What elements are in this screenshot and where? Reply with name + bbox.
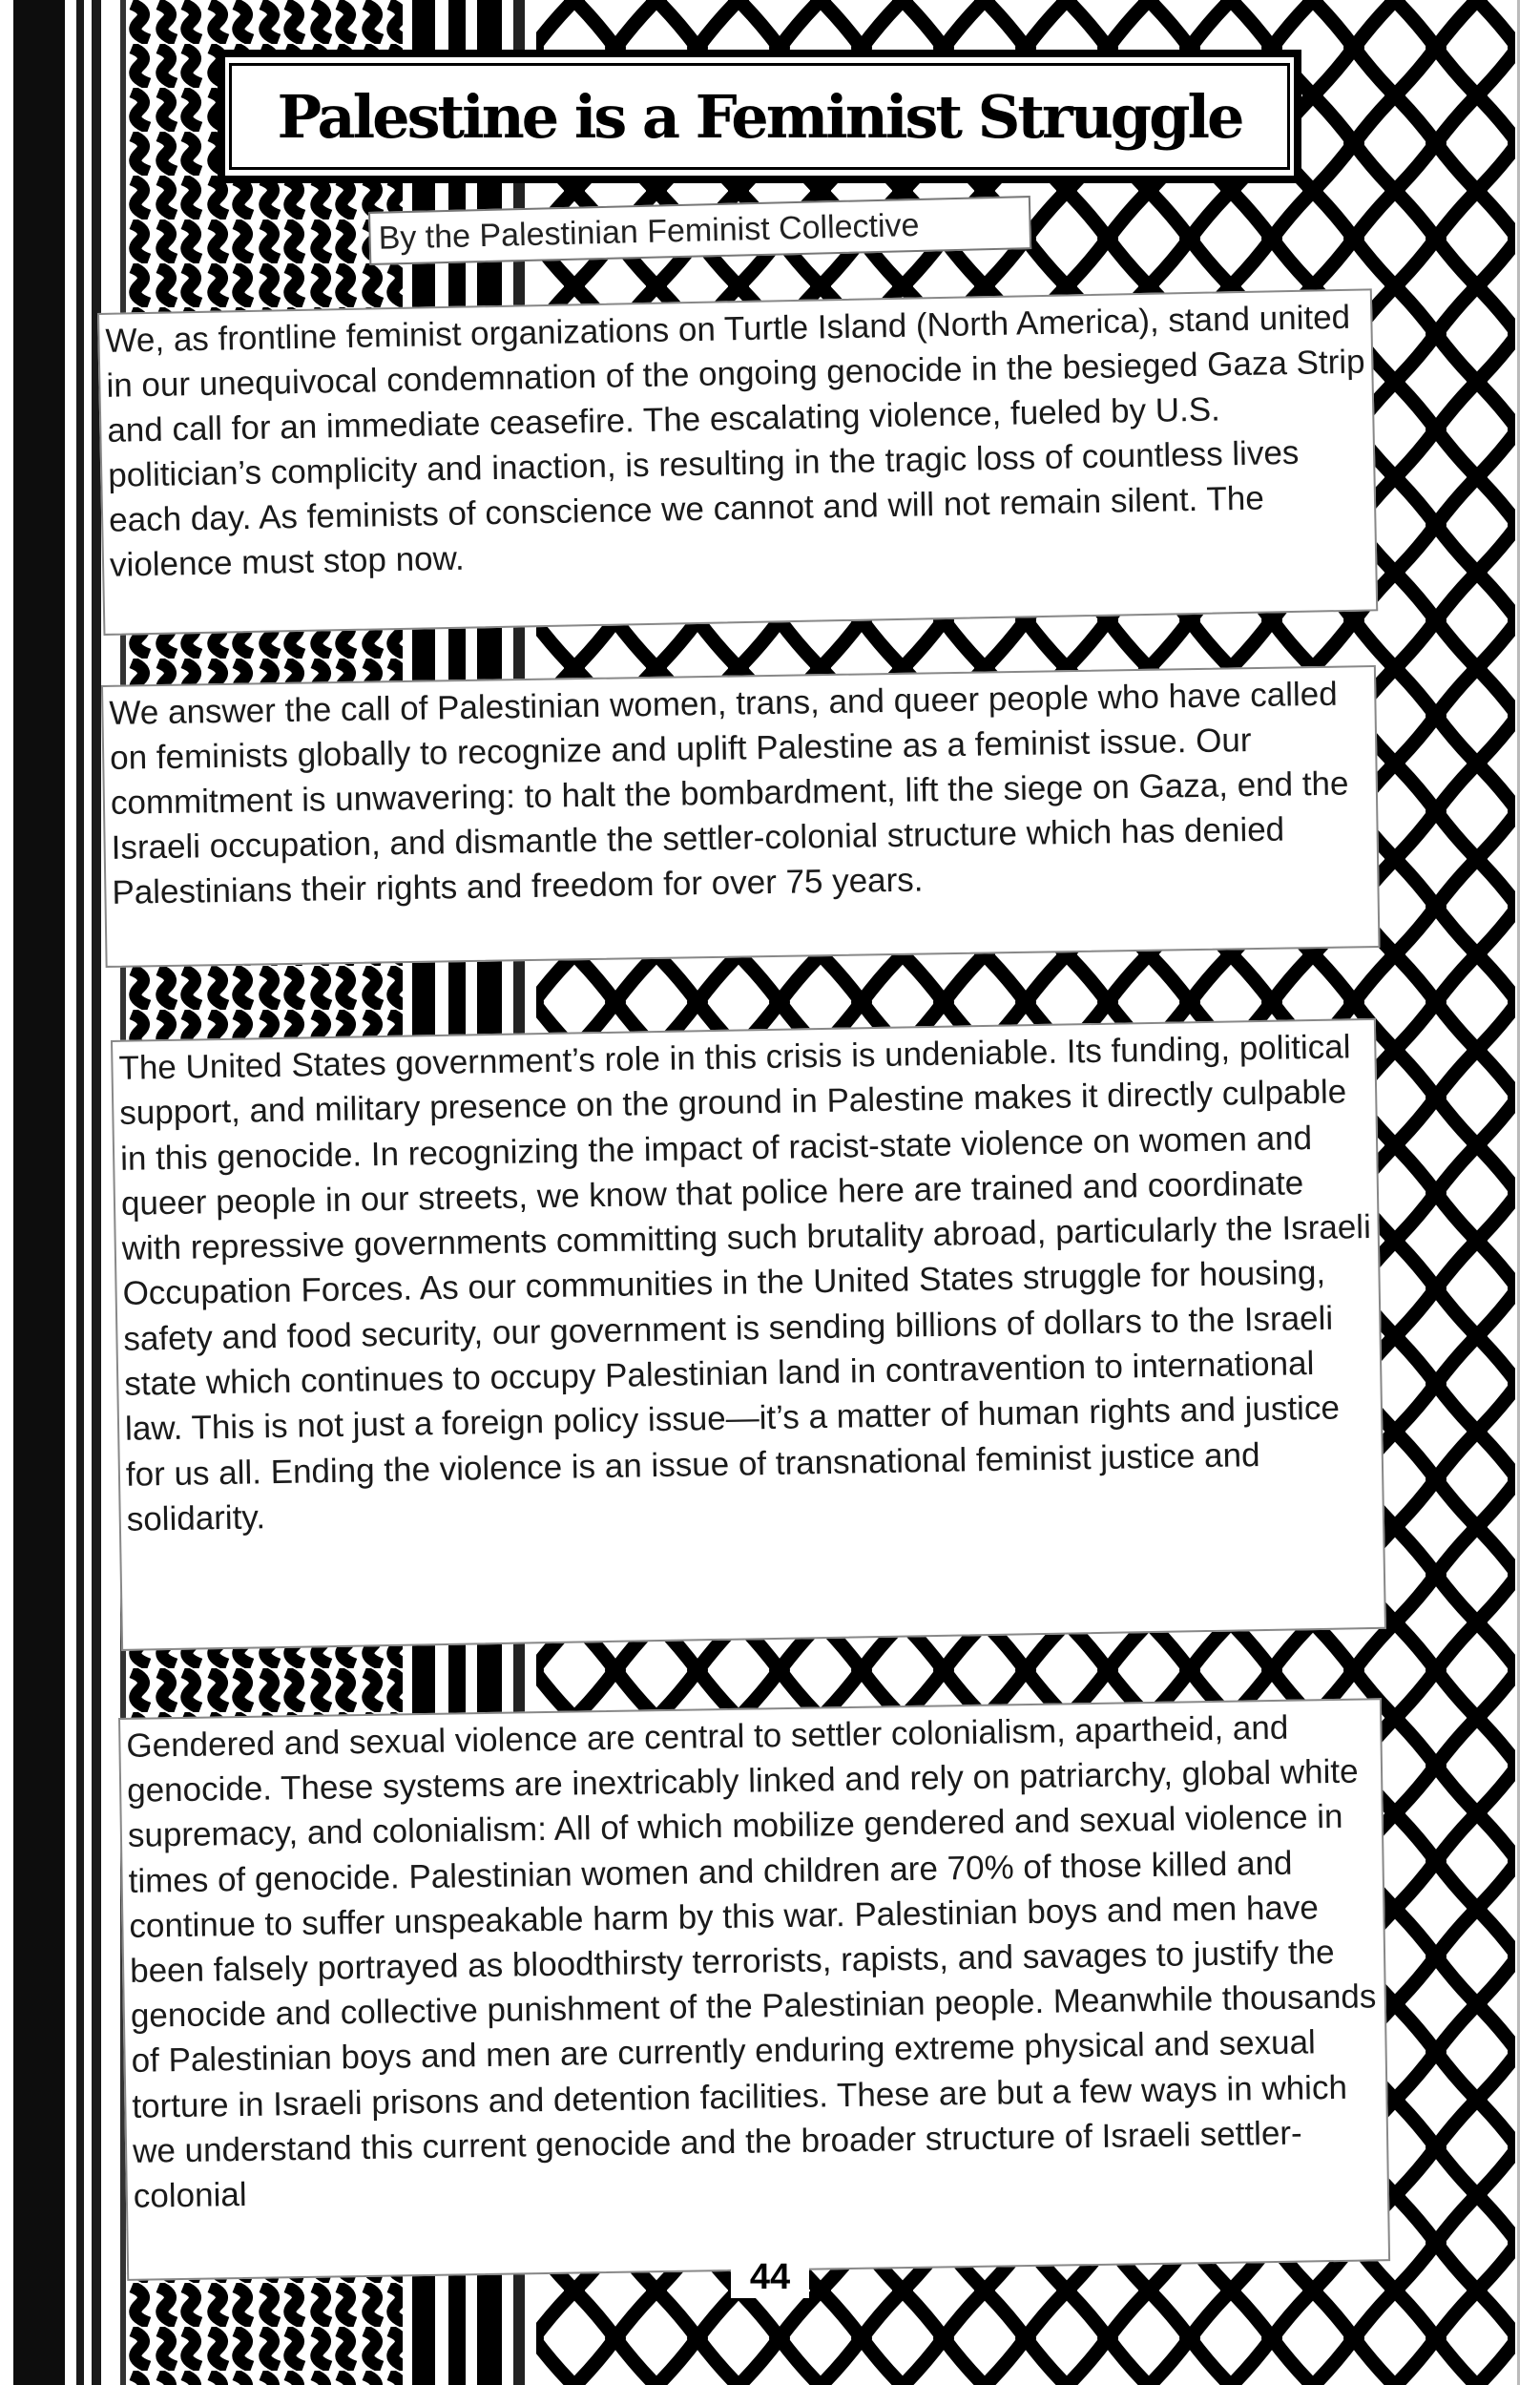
paragraph-text: Gendered and sexual violence are central to settler colonialism, apartheid, and genocide. These systems are inextricably linked and rely on patriarchy, global white supremacy, and colonialism: All of which mobilize gendered and sexual violence in times of genocide. Palestinian women and children are 70% of those killed and continue to suffer unspeakable harm by this war. Palestinian boys and men have been falsely portrayed as bloodthirsty terrorists, rapists, and savages to justify the genocide and collective punishment of the Palestinian people. Meanwhile thousands of Palestinian boys and men are currently enduring extreme physical and sexual torture in Israeli prisons and detention facilities. These are but a few ways in which we understand this current genocide and the broader structure of Israeli settler-colonial [126,1708,1377,2215]
paragraph-1 [97,288,1378,636]
paragraph-text: We, as frontline feminist organizations on Turtle Island (North America), stand united in our unequivocal condemnation of the ongoing genocide in the besieged Gaza Strip and call for an immediate ceasefire. The escalating violence, fueled by U.S. politician’s complicity and inaction, is resulting in the tragic loss of countless lives each day. As feminists of conscience we cannot and will not remain silent. The violence must stop now. [105,298,1365,584]
paragraph-3 [111,1018,1386,1651]
title-banner-inner [229,63,1290,170]
byline: By the Palestinian Feminist Collective [368,196,1031,265]
paragraph-2 [101,665,1380,968]
paragraph-4 [118,1698,1390,2281]
page-number: 44 [731,2256,809,2298]
page-title: Palestine is a Feminist Struggle [277,81,1242,152]
paragraph-text: The United States government’s role in this crisis is undeniable. Its funding, political support, and military presence on the ground in Palestine makes it directly culpable in this genocide. In recognizing the impact of racist-state violence on women and queer people in our streets, we know that police here are trained and coordinate with repressive governments committing such brutality abroad, particularly the Israeli Occupation Forces. As our communities in the United States struggle for housing, safety and food security, our government is sending billions of dollars to the Israeli state which continues to occupy Palestinian land in contravention to international law. This is not just a foreign policy issue—it’s a matter of human rights and justice for us all. Ending the violence is an issue of transnational feminist justice and solidarity. [118,1028,1372,1538]
title-banner [218,50,1301,183]
paragraph-text: We answer the call of Palestinian women, trans, and queer people who have called on feminists globally to recognize and uplift Palestine as a feminist issue. Our commitment is unwavering: to halt the bombardment, lift the siege on Gaza, end the Israeli occupation, and dismantle the settler-colonial structure which has denied Palestinians their rights and freedom for over 75 years. [109,675,1349,911]
